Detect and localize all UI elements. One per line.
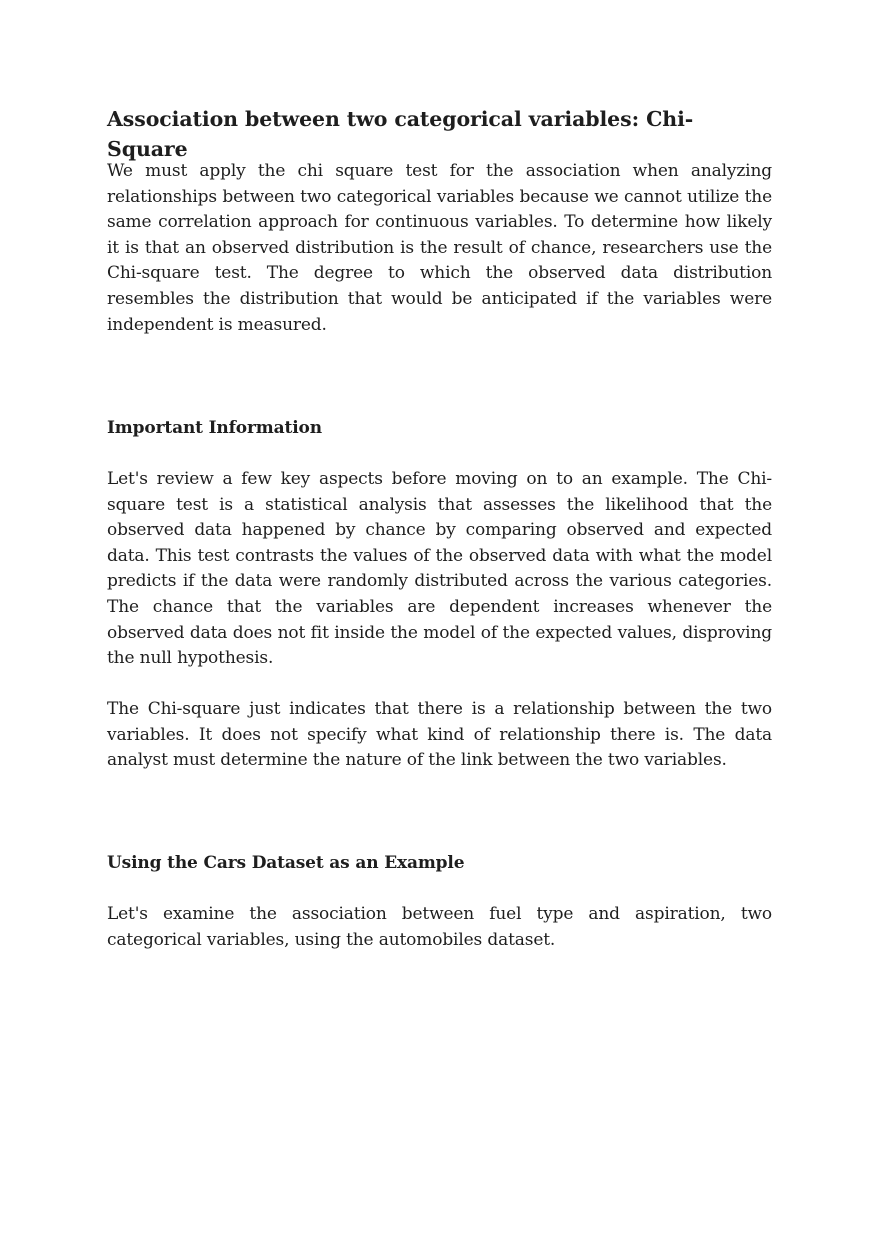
section-heading-important-information: Important Information (107, 418, 322, 438)
cars-dataset-example-paragraph: Let's examine the association between fuel type and aspiration, two categorical variables, using the automobiles dataset. (107, 904, 772, 950)
important-information-paragraph-2: The Chi-square just indicates that there is a relationship between the two variables. It does not specify what kind of relationship there is. The data analyst must determine the nature of the link between the two variables. (107, 699, 772, 771)
document-title: Association between two categorical variables: Chi-Square (107, 107, 694, 161)
section-heading-cars-dataset-example: Using the Cars Dataset as an Example (107, 853, 465, 873)
intro-paragraph: We must apply the chi square test for the association when analyzing relationships between two categorical variables because we cannot utilize the same correlation approach for continuous variables. To determine how likely it is that an observed distribution is the result of chance, researchers use the Chi-square test. The degree to which the observed data distribution resembles the distribution that would be anticipated if the variables were independent is measured. (107, 161, 772, 335)
important-information-paragraph-1: Let's review a few key aspects before moving on to an example. The Chi-square test is a statistical analysis that assesses the likelihood that the observed data happened by chance by comparing observed and expected data. This test contrasts the values of the observed data with what the model predicts if the data were randomly distributed across the various categories. The chance that the variables are dependent increases whenever the observed data does not fit inside the model of the expected values, disproving the null hypothesis. (107, 469, 772, 669)
